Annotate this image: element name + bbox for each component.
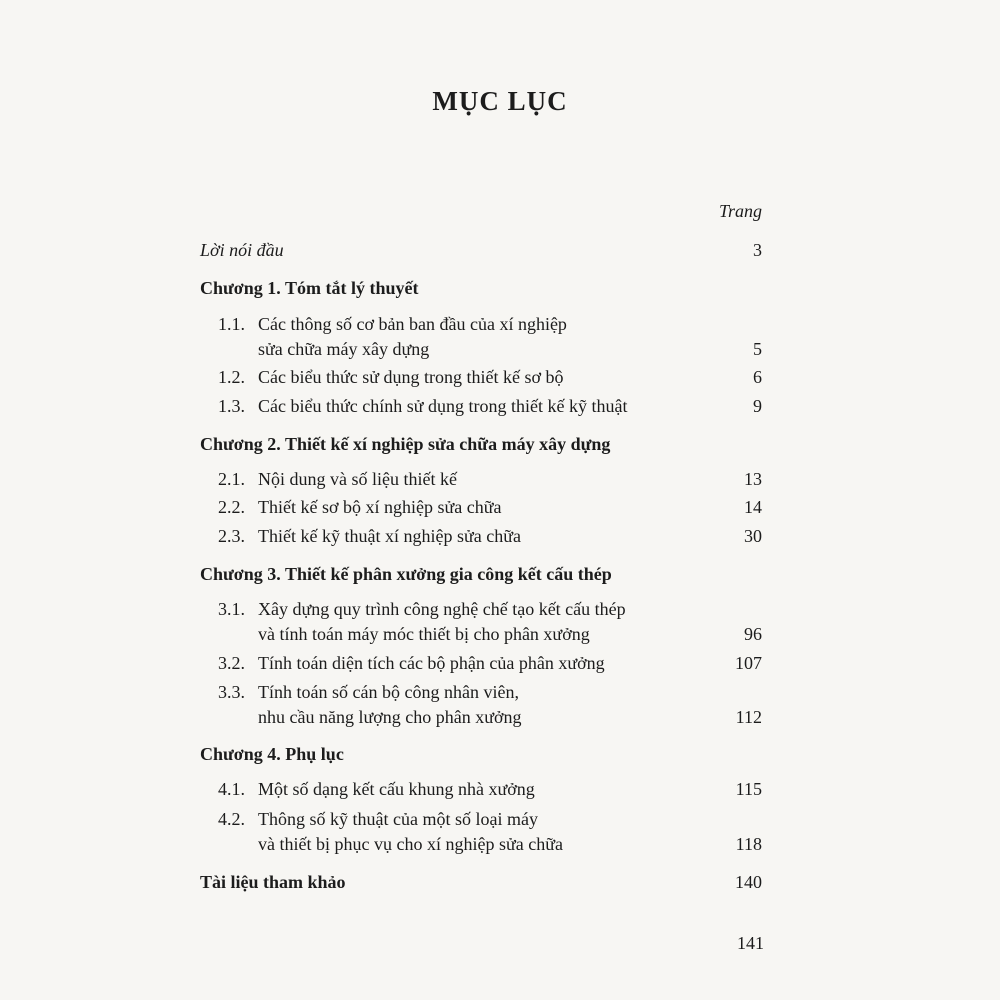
- section-title-continuation: và tính toán máy móc thiết bị cho phân xưởng: [258, 624, 590, 644]
- section-number: 4.2.: [218, 809, 245, 829]
- toc-preface-page: 3: [753, 240, 762, 260]
- section-number: 4.1.: [218, 779, 245, 799]
- chapter-heading: Chương 4. Phụ lục: [200, 744, 344, 764]
- section-title: Xây dựng quy trình công nghệ chế tạo kết cấu thép: [258, 599, 626, 619]
- section-number: 3.2.: [218, 653, 245, 673]
- section-title-continuation: nhu cầu năng lượng cho phân xưởng: [258, 707, 522, 727]
- section-number: 2.3.: [218, 526, 245, 546]
- section-number: 3.3.: [218, 682, 245, 702]
- section-number: 3.1.: [218, 599, 245, 619]
- section-title: Thông số kỹ thuật của một số loại máy: [258, 809, 538, 829]
- section-number: 1.2.: [218, 367, 245, 387]
- section-title-continuation: và thiết bị phục vụ cho xí nghiệp sửa chữa: [258, 834, 563, 854]
- footer-page-number: 141: [737, 933, 764, 953]
- section-number: 1.3.: [218, 396, 245, 416]
- page-title: MỤC LỤC: [432, 86, 568, 116]
- section-title: Nội dung và số liệu thiết kế: [258, 469, 457, 489]
- section-page: 115: [735, 779, 762, 799]
- chapter-heading: Chương 3. Thiết kế phân xưởng gia công kết cấu thép: [200, 564, 612, 584]
- section-title: Các biểu thức chính sử dụng trong thiết kế kỹ thuật: [258, 396, 628, 416]
- section-title: Các thông số cơ bản ban đầu của xí nghiệp: [258, 314, 567, 334]
- section-title: Thiết kế sơ bộ xí nghiệp sửa chữa: [258, 497, 502, 517]
- page-column-header: Trang: [718, 201, 762, 221]
- toc-preface-label: Lời nói đầu: [200, 240, 284, 260]
- toc-references-page: 140: [735, 872, 762, 892]
- section-page: 5: [753, 339, 762, 359]
- section-page: 112: [735, 707, 762, 727]
- toc-references-label: Tài liệu tham khảo: [200, 872, 346, 892]
- section-number: 2.1.: [218, 469, 245, 489]
- chapter-heading: Chương 2. Thiết kế xí nghiệp sửa chữa máy xây dựng: [200, 434, 611, 454]
- section-page: 30: [744, 526, 762, 546]
- section-page: 14: [744, 497, 762, 517]
- chapter-heading: Chương 1. Tóm tắt lý thuyết: [200, 278, 419, 298]
- section-title-continuation: sửa chữa máy xây dựng: [258, 339, 430, 359]
- section-page: 118: [735, 834, 762, 854]
- section-title: Thiết kế kỹ thuật xí nghiệp sửa chữa: [258, 526, 521, 546]
- section-page: 107: [735, 653, 762, 673]
- section-page: 13: [744, 469, 762, 489]
- section-title: Một số dạng kết cấu khung nhà xưởng: [258, 779, 535, 799]
- section-title: Tính toán số cán bộ công nhân viên,: [258, 682, 519, 702]
- section-page: 96: [744, 624, 762, 644]
- section-number: 2.2.: [218, 497, 245, 517]
- section-page: 9: [753, 396, 762, 416]
- section-title: Các biểu thức sử dụng trong thiết kế sơ bộ: [258, 367, 564, 387]
- section-title: Tính toán diện tích các bộ phận của phân xưởng: [258, 653, 605, 673]
- section-page: 6: [753, 367, 762, 387]
- section-number: 1.1.: [218, 314, 245, 334]
